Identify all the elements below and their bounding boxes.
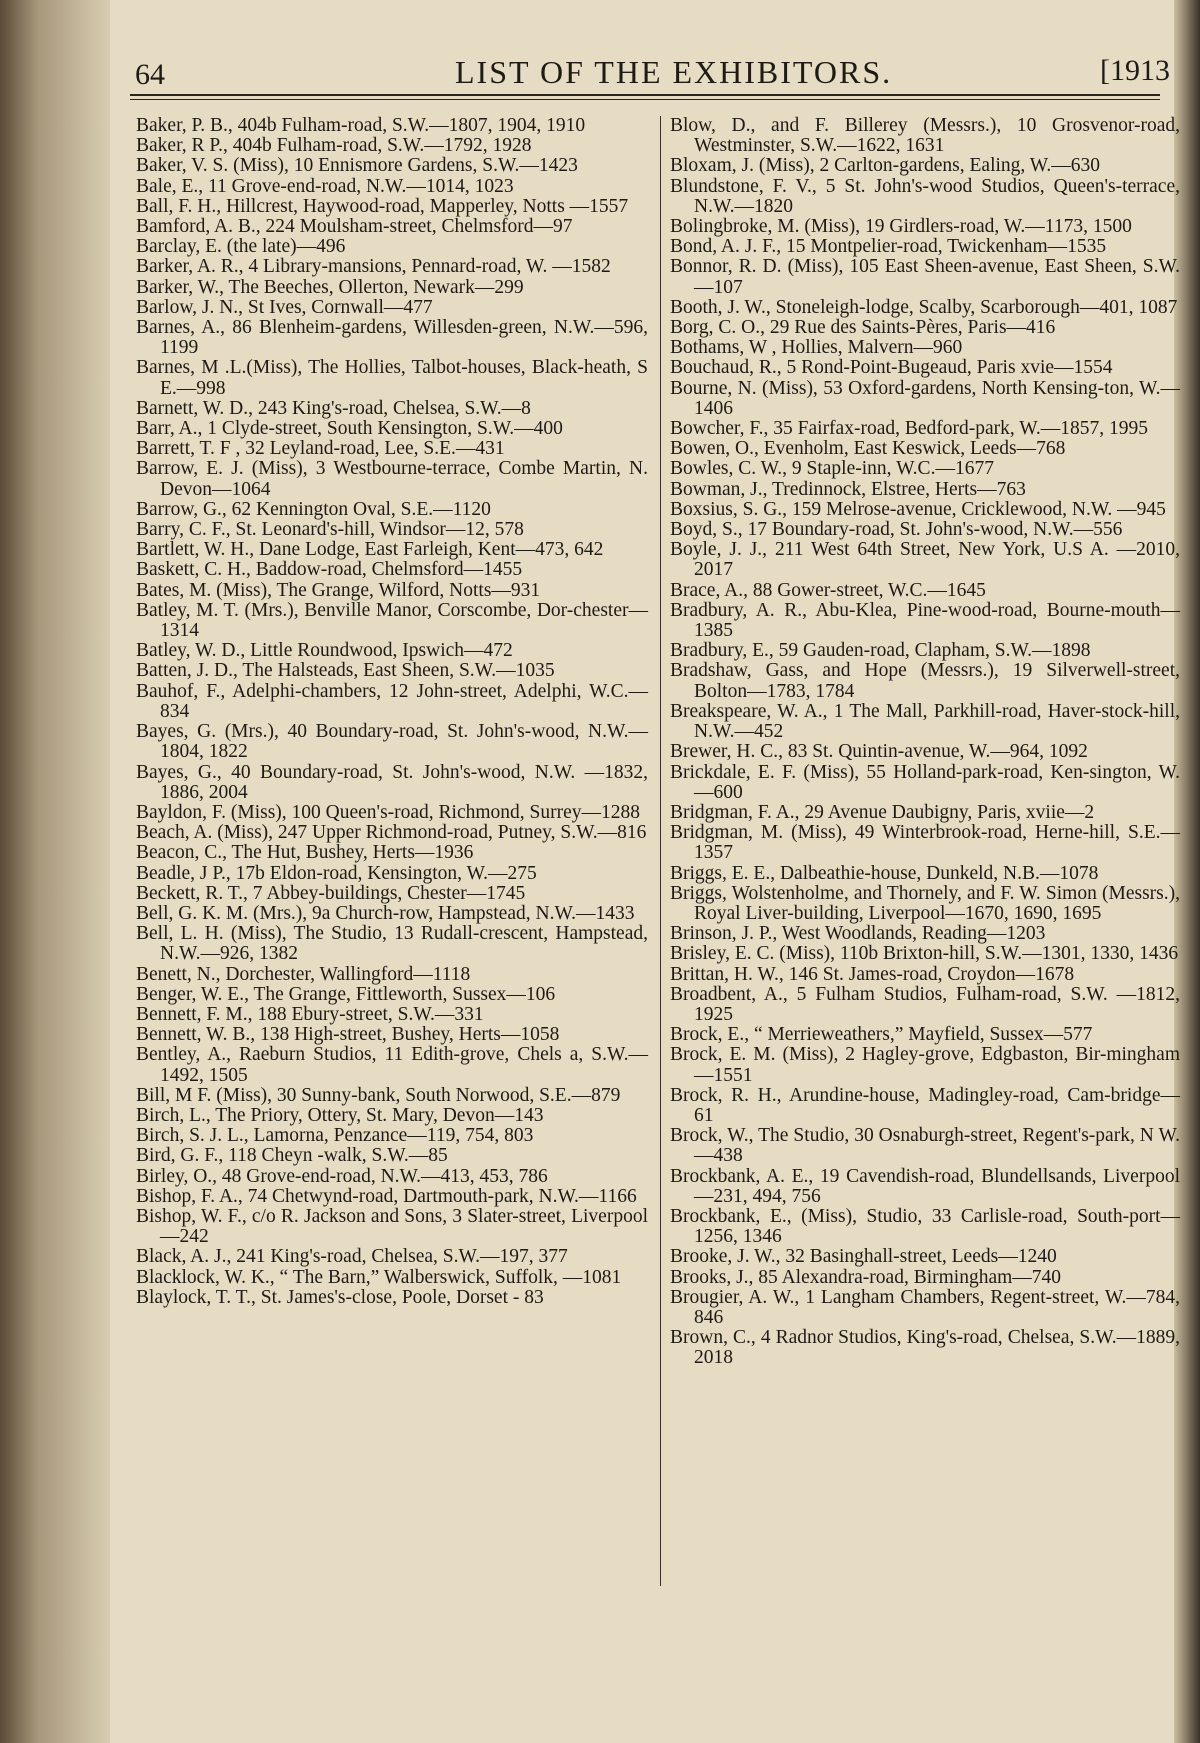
exhibitor-entry: Baker, R P., 404b Fulham-road, S.W.—1792, 1928: [136, 135, 532, 157]
exhibitor-entry: Barry, C. F., St. Leonard's-hill, Windsor—12, 578: [136, 519, 524, 541]
exhibitor-entry: Bowcher, F., 35 Fairfax-road, Bedford-park, W.—1857, 1995: [670, 418, 1149, 440]
exhibitor-entry: Bayldon, F. (Miss), 100 Queen's-road, Richmond, Surrey—1288: [136, 801, 641, 823]
right-column: [670, 116, 1180, 1369]
exhibitor-entry: Brockbank, A. E., 19 Cavendish-road, Blundellsands, Liverpool—231, 494, 756: [670, 1165, 1180, 1207]
exhibitor-entry: Bourne, N. (Miss), 53 Oxford-gardens, North Kensing-ton, W.—1406: [670, 377, 1180, 419]
exhibitor-entry: Blacklock, W. K., “ The Barn,” Walberswick, Suffolk, —1081: [136, 1266, 622, 1288]
exhibitor-entry: Brock, E. M. (Miss), 2 Hagley-grove, Edgbaston, Bir-mingham—1551: [670, 1044, 1180, 1086]
exhibitor-entry: Bowen, O., Evenholm, East Keswick, Leeds—768: [670, 438, 1066, 460]
exhibitor-entry: Bartlett, W. H., Dane Lodge, East Farleigh, Kent—473, 642: [136, 539, 604, 561]
header-rule-thick: [130, 94, 1160, 96]
exhibitor-entry: Breakspeare, W. A., 1 The Mall, Parkhill-road, Haver-stock-hill, N.W.—452: [670, 700, 1180, 743]
exhibitor-entry: Benger, W. E., The Grange, Fittleworth, Sussex—106: [136, 983, 556, 1005]
exhibitor-entry: Bell, G. K. M. (Mrs.), 9a Church-row, Hampstead, N.W.—1433: [136, 902, 635, 924]
left-column: [136, 116, 648, 1308]
exhibitor-entry: Brinson, J. P., West Woodlands, Reading—1203: [670, 923, 1046, 945]
exhibitor-entry: Beadle, J P., 17b Eldon-road, Kensington, W.—275: [136, 862, 537, 884]
exhibitor-entry: Barrow, G., 62 Kennington Oval, S.E.—1120: [136, 498, 491, 520]
exhibitor-entry: Bates, M. (Miss), The Grange, Wilford, Notts—931: [136, 579, 541, 601]
exhibitor-entry: Brockbank, E., (Miss), Studio, 33 Carlisle-road, South-port—1256, 1346: [670, 1205, 1180, 1248]
page-title: LIST OF THE EXHIBITORS.: [455, 54, 893, 90]
exhibitor-entry: Barker, W., The Beeches, Ollerton, Newark—299: [136, 276, 524, 298]
exhibitor-entry: Brittan, H. W., 146 St. James-road, Croydon—1678: [670, 963, 1075, 985]
exhibitor-entry: Baker, P. B., 404b Fulham-road, S.W.—1807, 1904, 1910: [136, 115, 586, 136]
exhibitor-entry: Bale, E., 11 Grove-end-road, N.W.—1014, 1023: [136, 175, 514, 197]
exhibitor-entry: Birch, S. J. L., Lamorna, Penzance—119, 754, 803: [136, 1125, 534, 1147]
header-rule-thin: [130, 99, 1160, 100]
exhibitor-entry: Beckett, R. T., 7 Abbey-buildings, Chester—1745: [136, 882, 526, 904]
exhibitor-entry: Bonnor, R. D. (Miss), 105 East Sheen-avenue, East Sheen, S.W.—107: [670, 256, 1180, 298]
exhibitor-entry: Brock, W., The Studio, 30 Osnaburgh-street, Regent's-park, N W.—438: [670, 1125, 1180, 1167]
exhibitor-entry: Bridgman, F. A., 29 Avenue Daubigny, Paris, xviie—2: [670, 801, 1095, 823]
exhibitor-entry: Beach, A. (Miss), 247 Upper Richmond-road, Putney, S.W.—816: [136, 822, 647, 844]
exhibitor-entry: Bridgman, M. (Miss), 49 Winterbrook-road, Herne-hill, S.E.—1357: [670, 822, 1180, 864]
exhibitor-entry: Brougier, A. W., 1 Langham Chambers, Regent-street, W.—784, 846: [670, 1286, 1180, 1328]
exhibitor-entry: Barclay, E. (the late)—496: [136, 236, 346, 258]
exhibitor-entry: Brewer, H. C., 83 St. Quintin-avenue, W.—964, 1092: [670, 741, 1088, 763]
exhibitor-entry: Bishop, W. F., c/o R. Jackson and Sons, 3 Slater-street, Liverpool—242: [136, 1205, 648, 1248]
exhibitor-entry: Baker, V. S. (Miss), 10 Ennismore Gardens, S.W.—1423: [136, 155, 578, 177]
exhibitor-entry: Barker, A. R., 4 Library-mansions, Pennard-road, W. —1582: [136, 256, 611, 278]
exhibitor-entry: Brace, A., 88 Gower-street, W.C.—1645: [670, 579, 986, 601]
exhibitor-entry: Bouchaud, R., 5 Rond-Point-Bugeaud, Paris xvie—1554: [670, 357, 1113, 379]
exhibitor-entry: Baskett, C. H., Baddow-road, Chelmsford—1455: [136, 559, 523, 581]
exhibitor-entry: Brown, C., 4 Radnor Studios, King's-road, Chelsea, S.W.—1889, 2018: [670, 1327, 1180, 1369]
exhibitor-entry: Booth, J. W., Stoneleigh-lodge, Scalby, Scarborough—401, 1087: [670, 296, 1178, 318]
exhibitor-entry: Birley, O., 48 Grove-end-road, N.W.—413, 453, 786: [136, 1165, 548, 1187]
exhibitor-entry: Broadbent, A., 5 Fulham Studios, Fulham-road, S.W. —1812, 1925: [670, 983, 1180, 1025]
exhibitor-entry: Birch, L., The Priory, Ottery, St. Mary, Devon—143: [136, 1104, 544, 1126]
exhibitor-entry: Bentley, A., Raeburn Studios, 11 Edith-grove, Chels a, S.W.—1492, 1505: [136, 1044, 648, 1086]
exhibitor-entry: Bradshaw, Gass, and Hope (Messrs.), 19 Silverwell-street, Bolton—1783, 1784: [670, 660, 1180, 702]
exhibitor-entry: Brickdale, E. F. (Miss), 55 Holland-park-road, Ken-sington, W.—600: [670, 761, 1180, 803]
exhibitor-entry: Bradbury, E., 59 Gauden-road, Clapham, S.W.—1898: [670, 640, 1091, 662]
exhibitor-entry: Black, A. J., 241 King's-road, Chelsea, S.W.—197, 377: [136, 1246, 568, 1268]
exhibitor-entry: Borg, C. O., 29 Rue des Saints-Pères, Paris—416: [670, 317, 1056, 339]
exhibitor-entry: Bolingbroke, M. (Miss), 19 Girdlers-road, W.—1173, 1500: [670, 216, 1132, 238]
exhibitor-entry: Brooks, J., 85 Alexandra-road, Birmingham—740: [670, 1266, 1062, 1288]
exhibitor-entry: Brooke, J. W., 32 Basinghall-street, Leeds—1240: [670, 1246, 1057, 1268]
book-binding-shadow: [0, 0, 110, 1743]
exhibitor-entry: Bothams, W , Hollies, Malvern—960: [670, 337, 963, 359]
exhibitor-entry: Bennett, W. B., 138 High-street, Bushey, Herts—1058: [136, 1024, 560, 1046]
exhibitor-entry: Bell, L. H. (Miss), The Studio, 13 Rudall-crescent, Hampstead, N.W.—926, 1382: [136, 923, 648, 965]
exhibitor-entry: Briggs, E. E., Dalbeathie-house, Dunkeld, N.B.—1078: [670, 862, 1099, 884]
column-divider: [660, 116, 661, 1586]
exhibitor-entry: Batley, M. T. (Mrs.), Benville Manor, Corscombe, Dor-chester—1314: [136, 599, 648, 642]
exhibitor-entry: Boxsius, S. G., 159 Melrose-avenue, Cricklewood, N.W. —945: [670, 498, 1166, 520]
exhibitor-entry: Ball, F. H., Hillcrest, Haywood-road, Mapperley, Notts —1557: [136, 195, 629, 217]
exhibitor-entry: Brock, R. H., Arundine-house, Madingley-road, Cam-bridge—61: [670, 1084, 1180, 1126]
exhibitor-entry: Blow, D., and F. Billerey (Messrs.), 10 Grosvenor-road, Westminster, S.W.—1622, 1631: [670, 115, 1180, 157]
page-number: 64: [135, 58, 165, 91]
exhibitor-entry: Blundstone, F. V., 5 St. John's-wood Studios, Queen's-terrace, N.W.—1820: [670, 175, 1180, 217]
exhibitor-entry: Bayes, G., 40 Boundary-road, St. John's-wood, N.W. —1832, 1886, 2004: [136, 761, 648, 803]
exhibitor-entry: Barnes, M .L.(Miss), The Hollies, Talbot-houses, Black-heath, S E.—998: [136, 357, 648, 399]
exhibitor-entry: Bennett, F. M., 188 Ebury-street, S.W.—331: [136, 1003, 484, 1025]
exhibitor-entry: Bloxam, J. (Miss), 2 Carlton-gardens, Ealing, W.—630: [670, 155, 1101, 177]
exhibitor-entry: Bauhof, F., Adelphi-chambers, 12 John-street, Adelphi, W.C.—834: [136, 680, 648, 722]
exhibitor-entry: Benett, N., Dorchester, Wallingford—1118: [136, 963, 471, 985]
exhibitor-entry: Bradbury, A. R., Abu-Klea, Pine-wood-road, Bourne-mouth—1385: [670, 599, 1180, 642]
exhibitor-entry: Barrow, E. J. (Miss), 3 Westbourne-terrace, Combe Martin, N. Devon—1064: [136, 458, 648, 500]
exhibitor-entry: Bowles, C. W., 9 Staple-inn, W.C.—1677: [670, 458, 994, 480]
exhibitor-entry: Boyle, J. J., 211 West 64th Street, New York, U.S A. —2010, 2017: [670, 539, 1180, 581]
exhibitor-entry: Barnes, A., 86 Blenheim-gardens, Willesden-green, N.W.—596, 1199: [136, 317, 648, 359]
exhibitor-entry: Barrett, T. F , 32 Leyland-road, Lee, S.E.—431: [136, 438, 505, 460]
exhibitor-entry: Bond, A. J. F., 15 Montpelier-road, Twickenham—1535: [670, 236, 1107, 258]
exhibitor-entry: Bamford, A. B., 224 Moulsham-street, Chelmsford—97: [136, 216, 573, 238]
exhibitor-entry: Bird, G. F., 118 Cheyn -walk, S.W.—85: [136, 1145, 448, 1167]
exhibitor-entry: Barr, A., 1 Clyde-street, South Kensington, S.W.—400: [136, 418, 563, 440]
exhibitor-entry: Batley, W. D., Little Roundwood, Ipswich—472: [136, 640, 513, 662]
exhibitor-entry: Brisley, E. C. (Miss), 110b Brixton-hill, S.W.—1301, 1330, 1436: [670, 943, 1179, 965]
exhibitor-entry: Bishop, F. A., 74 Chetwynd-road, Dartmouth-park, N.W.—1166: [136, 1185, 637, 1207]
exhibitor-entry: Bill, M F. (Miss), 30 Sunny-bank, South Norwood, S.E.—879: [136, 1084, 621, 1106]
exhibitor-entry: Briggs, Wolstenholme, and Thornely, and F. W. Simon (Messrs.), Royal Liver-building, Liverpool—1670, 1690, 1695: [670, 882, 1180, 924]
exhibitor-entry: Bowman, J., Tredinnock, Elstree, Herts—763: [670, 478, 1026, 500]
exhibitor-entry: Batten, J. D., The Halsteads, East Sheen, S.W.—1035: [136, 660, 555, 682]
exhibitor-entry: Brock, E., “ Merrieweathers,” Mayfield, Sussex—577: [670, 1024, 1093, 1046]
exhibitor-entry: Barlow, J. N., St Ives, Cornwall—477: [136, 296, 433, 318]
page-year: [1913: [1100, 54, 1170, 87]
exhibitor-entry: Bayes, G. (Mrs.), 40 Boundary-road, St. John's-wood, N.W.—1804, 1822: [136, 721, 648, 763]
exhibitor-entry: Beacon, C., The Hut, Bushey, Herts—1936: [136, 842, 474, 864]
exhibitor-entry: Boyd, S., 17 Boundary-road, St. John's-wood, N.W.—556: [670, 519, 1123, 541]
exhibitor-entry: Barnett, W. D., 243 King's-road, Chelsea, S.W.—8: [136, 397, 531, 419]
page-header: [125, 48, 1175, 98]
exhibitor-entry: Blaylock, T. T., St. James's-close, Poole, Dorset - 83: [136, 1286, 544, 1308]
